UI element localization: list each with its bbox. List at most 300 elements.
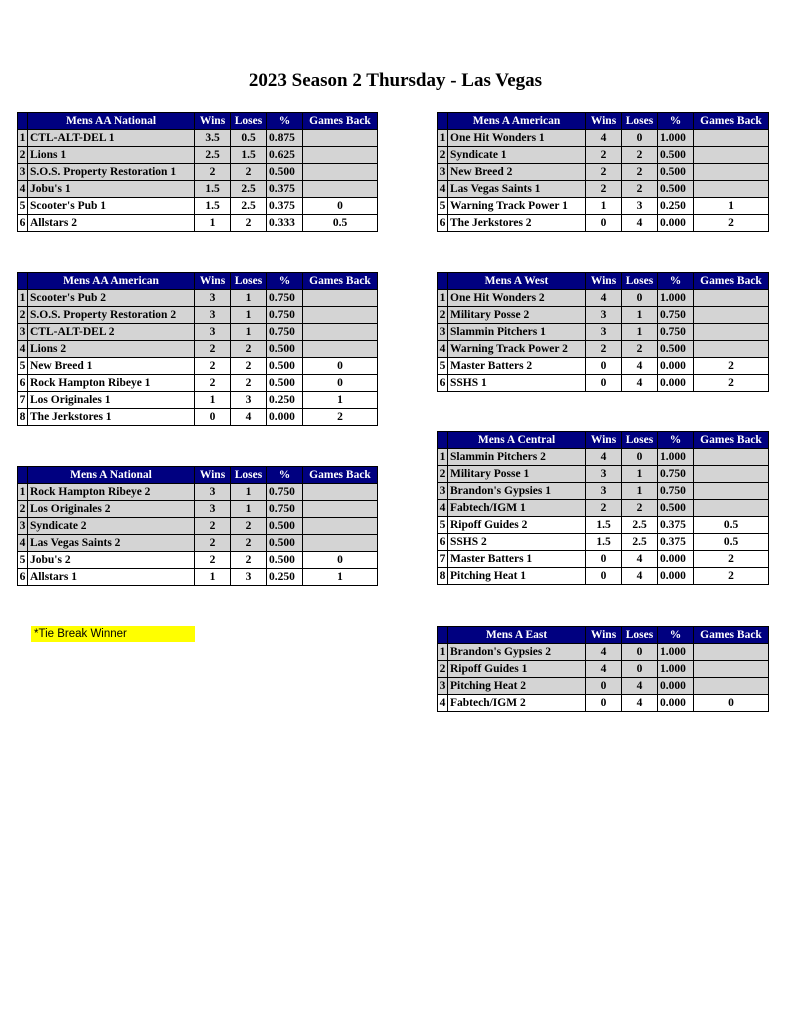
team-name: Jobu's 1 <box>28 181 195 198</box>
table-row <box>438 307 769 324</box>
games-back-cell: 0.5 <box>694 534 769 551</box>
games-back-cell <box>694 644 769 661</box>
team-name: Ripoff Guides 2 <box>448 517 586 534</box>
wins-cell: 1.5 <box>586 534 622 551</box>
rank-cell: 5 <box>438 358 448 375</box>
pct-cell: 0.000 <box>658 551 694 568</box>
wins-cell: 0 <box>586 695 622 712</box>
table-row <box>438 449 769 466</box>
games-back-header: Games Back <box>303 273 378 290</box>
loses-cell: 2 <box>231 375 267 392</box>
loses-header: Loses <box>231 113 267 130</box>
standings-table-mens-aa-national <box>17 112 378 232</box>
team-name: Los Originales 1 <box>28 392 195 409</box>
loses-cell: 2.5 <box>231 181 267 198</box>
loses-cell: 1 <box>622 307 658 324</box>
team-name: Scooter's Pub 1 <box>28 198 195 215</box>
loses-cell: 2.5 <box>231 198 267 215</box>
pct-cell: 0.333 <box>267 215 303 232</box>
pct-cell: 1.000 <box>658 661 694 678</box>
table-header-row <box>438 627 769 644</box>
wins-cell: 2 <box>586 147 622 164</box>
pct-cell: 0.250 <box>658 198 694 215</box>
loses-cell: 2 <box>231 535 267 552</box>
rank-cell: 2 <box>18 307 28 324</box>
team-name: Brandon's Gypsies 2 <box>448 644 586 661</box>
rank-cell: 4 <box>438 695 448 712</box>
table-row <box>18 484 378 501</box>
rank-cell: 3 <box>438 164 448 181</box>
wins-header: Wins <box>195 113 231 130</box>
table-row <box>438 517 769 534</box>
wins-cell: 2 <box>195 164 231 181</box>
loses-cell: 0 <box>622 661 658 678</box>
wins-cell: 2 <box>195 358 231 375</box>
pct-cell: 1.000 <box>658 130 694 147</box>
loses-cell: 2 <box>622 181 658 198</box>
wins-header: Wins <box>195 273 231 290</box>
team-name: One Hit Wonders 1 <box>448 130 586 147</box>
wins-cell: 0 <box>586 215 622 232</box>
pct-cell: 0.000 <box>658 568 694 585</box>
team-name: Rock Hampton Ribeye 1 <box>28 375 195 392</box>
games-back-cell: 2 <box>694 375 769 392</box>
team-name: Pitching Heat 1 <box>448 568 586 585</box>
wins-cell: 2 <box>195 535 231 552</box>
games-back-header: Games Back <box>694 627 769 644</box>
pct-cell: 0.750 <box>267 290 303 307</box>
loses-cell: 3 <box>231 569 267 586</box>
wins-header: Wins <box>586 273 622 290</box>
table-row <box>438 661 769 678</box>
header-corner-cell <box>438 627 448 644</box>
games-back-cell <box>303 181 378 198</box>
pct-cell: 0.375 <box>267 181 303 198</box>
pct-cell: 0.000 <box>658 678 694 695</box>
pct-cell: 0.750 <box>267 307 303 324</box>
loses-cell: 1 <box>231 290 267 307</box>
loses-cell: 3 <box>231 392 267 409</box>
team-name: Las Vegas Saints 2 <box>28 535 195 552</box>
games-back-cell: 0.5 <box>694 517 769 534</box>
table-row <box>18 535 378 552</box>
pct-cell: 0.375 <box>658 534 694 551</box>
team-name: The Jerkstores 1 <box>28 409 195 426</box>
team-name: Slammin Pitchers 2 <box>448 449 586 466</box>
games-back-cell: 1 <box>303 392 378 409</box>
rank-cell: 6 <box>18 215 28 232</box>
pct-cell: 0.250 <box>267 569 303 586</box>
rank-cell: 1 <box>18 484 28 501</box>
pct-cell: 0.500 <box>267 518 303 535</box>
team-name: Lions 1 <box>28 147 195 164</box>
table-row <box>438 341 769 358</box>
header-corner-cell <box>438 113 448 130</box>
rank-cell: 4 <box>18 341 28 358</box>
games-back-cell: 2 <box>303 409 378 426</box>
wins-cell: 1 <box>195 215 231 232</box>
loses-cell: 2 <box>231 164 267 181</box>
table-row <box>18 569 378 586</box>
pct-cell: 0.375 <box>267 198 303 215</box>
pct-cell: 0.000 <box>658 358 694 375</box>
pct-cell: 0.750 <box>267 324 303 341</box>
loses-header: Loses <box>231 467 267 484</box>
rank-cell: 3 <box>18 324 28 341</box>
team-name: CTL-ALT-DEL 1 <box>28 130 195 147</box>
rank-cell: 3 <box>18 518 28 535</box>
loses-cell: 0 <box>622 130 658 147</box>
rank-cell: 2 <box>438 147 448 164</box>
rank-cell: 1 <box>438 449 448 466</box>
wins-cell: 4 <box>586 449 622 466</box>
team-name: Pitching Heat 2 <box>448 678 586 695</box>
table-row <box>18 409 378 426</box>
team-name: Fabtech/IGM 2 <box>448 695 586 712</box>
table-row <box>438 147 769 164</box>
pct-cell: 0.000 <box>658 695 694 712</box>
loses-cell: 1 <box>231 324 267 341</box>
pct-cell: 0.500 <box>658 164 694 181</box>
pct-cell: 0.250 <box>267 392 303 409</box>
wins-cell: 3 <box>586 466 622 483</box>
team-name: Las Vegas Saints 1 <box>448 181 586 198</box>
rank-cell: 2 <box>18 501 28 518</box>
pct-cell: 0.500 <box>658 500 694 517</box>
wins-cell: 3 <box>586 307 622 324</box>
rank-cell: 3 <box>438 324 448 341</box>
loses-cell: 0.5 <box>231 130 267 147</box>
team-name: Allstars 1 <box>28 569 195 586</box>
team-name: New Breed 1 <box>28 358 195 375</box>
rank-cell: 6 <box>18 569 28 586</box>
loses-cell: 4 <box>622 695 658 712</box>
wins-header: Wins <box>195 467 231 484</box>
loses-cell: 4 <box>622 678 658 695</box>
rank-cell: 2 <box>438 307 448 324</box>
team-name: Warning Track Power 2 <box>448 341 586 358</box>
loses-cell: 4 <box>622 568 658 585</box>
team-name: S.O.S. Property Restoration 2 <box>28 307 195 324</box>
wins-cell: 3 <box>195 307 231 324</box>
table-row <box>438 500 769 517</box>
rank-cell: 1 <box>438 644 448 661</box>
loses-header: Loses <box>622 627 658 644</box>
table-row <box>438 198 769 215</box>
table-row <box>18 518 378 535</box>
table-header-row <box>18 467 378 484</box>
games-back-cell: 0 <box>303 358 378 375</box>
games-back-cell <box>694 466 769 483</box>
team-name: New Breed 2 <box>448 164 586 181</box>
rank-cell: 5 <box>18 358 28 375</box>
table-header-row <box>18 273 378 290</box>
loses-cell: 2 <box>622 147 658 164</box>
games-back-cell <box>694 307 769 324</box>
pct-cell: 0.000 <box>658 215 694 232</box>
games-back-cell <box>303 307 378 324</box>
table-row <box>18 290 378 307</box>
games-back-cell: 0 <box>303 375 378 392</box>
games-back-cell: 2 <box>694 215 769 232</box>
games-back-cell: 2 <box>694 551 769 568</box>
rank-cell: 4 <box>438 181 448 198</box>
wins-cell: 1.5 <box>586 517 622 534</box>
table-row <box>438 695 769 712</box>
team-name: Allstars 2 <box>28 215 195 232</box>
table-row <box>18 181 378 198</box>
wins-cell: 3 <box>195 324 231 341</box>
loses-cell: 1 <box>622 324 658 341</box>
loses-cell: 0 <box>622 644 658 661</box>
table-row <box>438 551 769 568</box>
loses-cell: 1 <box>231 484 267 501</box>
table-row <box>438 375 769 392</box>
loses-cell: 2 <box>231 215 267 232</box>
wins-cell: 2 <box>586 341 622 358</box>
games-back-cell <box>303 341 378 358</box>
table-row <box>438 534 769 551</box>
loses-cell: 1.5 <box>231 147 267 164</box>
pct-cell: 0.000 <box>267 409 303 426</box>
team-name: Brandon's Gypsies 1 <box>448 483 586 500</box>
rank-cell: 3 <box>18 164 28 181</box>
standings-table-mens-a-west <box>437 272 769 392</box>
rank-cell: 1 <box>18 130 28 147</box>
table-row <box>438 483 769 500</box>
pct-cell: 0.500 <box>658 181 694 198</box>
games-back-cell: 0.5 <box>303 215 378 232</box>
wins-cell: 1.5 <box>195 181 231 198</box>
pct-cell: 0.750 <box>267 484 303 501</box>
standings-table-mens-a-national <box>17 466 378 586</box>
loses-cell: 1 <box>231 501 267 518</box>
team-name: Lions 2 <box>28 341 195 358</box>
rank-cell: 4 <box>438 341 448 358</box>
table-row <box>438 358 769 375</box>
games-back-cell <box>694 130 769 147</box>
loses-cell: 0 <box>622 290 658 307</box>
wins-cell: 2 <box>195 341 231 358</box>
games-back-cell: 2 <box>694 568 769 585</box>
table-row <box>438 568 769 585</box>
table-row <box>18 501 378 518</box>
pct-header: % <box>267 467 303 484</box>
division-name: Mens A West <box>448 273 586 290</box>
loses-cell: 4 <box>231 409 267 426</box>
rank-cell: 2 <box>438 661 448 678</box>
header-corner-cell <box>18 113 28 130</box>
rank-cell: 4 <box>438 500 448 517</box>
wins-cell: 3 <box>195 484 231 501</box>
games-back-cell <box>303 130 378 147</box>
pct-cell: 0.500 <box>267 358 303 375</box>
games-back-cell <box>303 147 378 164</box>
loses-header: Loses <box>231 273 267 290</box>
team-name: Military Posse 2 <box>448 307 586 324</box>
pct-header: % <box>658 432 694 449</box>
rank-cell: 6 <box>18 375 28 392</box>
games-back-cell: 0 <box>303 198 378 215</box>
page-title: 2023 Season 2 Thursday - Las Vegas <box>248 70 543 91</box>
table-row <box>18 130 378 147</box>
loses-cell: 1 <box>622 483 658 500</box>
table-header-row <box>438 113 769 130</box>
table-row <box>18 341 378 358</box>
wins-cell: 3 <box>586 483 622 500</box>
team-name: CTL-ALT-DEL 2 <box>28 324 195 341</box>
team-name: Fabtech/IGM 1 <box>448 500 586 517</box>
games-back-header: Games Back <box>694 273 769 290</box>
pct-cell: 0.500 <box>267 375 303 392</box>
loses-cell: 2 <box>231 518 267 535</box>
wins-cell: 4 <box>586 644 622 661</box>
pct-header: % <box>658 273 694 290</box>
loses-cell: 4 <box>622 551 658 568</box>
wins-cell: 4 <box>586 130 622 147</box>
division-name: Mens AA National <box>28 113 195 130</box>
pct-cell: 0.375 <box>658 517 694 534</box>
wins-cell: 0 <box>586 358 622 375</box>
pct-cell: 0.500 <box>267 535 303 552</box>
tie-break-note: *Tie Break Winner <box>31 626 195 642</box>
team-name: Jobu's 2 <box>28 552 195 569</box>
loses-cell: 2.5 <box>622 517 658 534</box>
loses-header: Loses <box>622 113 658 130</box>
table-row <box>438 644 769 661</box>
wins-cell: 3 <box>586 324 622 341</box>
table-row <box>438 215 769 232</box>
wins-cell: 2 <box>586 164 622 181</box>
table-header-row <box>438 432 769 449</box>
rank-cell: 5 <box>18 552 28 569</box>
rank-cell: 6 <box>438 534 448 551</box>
games-back-header: Games Back <box>694 432 769 449</box>
games-back-cell <box>694 661 769 678</box>
table-row <box>438 678 769 695</box>
wins-header: Wins <box>586 627 622 644</box>
loses-cell: 4 <box>622 215 658 232</box>
games-back-cell <box>694 500 769 517</box>
games-back-cell <box>303 164 378 181</box>
team-name: Master Batters 2 <box>448 358 586 375</box>
wins-cell: 0 <box>586 551 622 568</box>
pct-cell: 0.500 <box>658 341 694 358</box>
table-row <box>18 375 378 392</box>
division-name: Mens A Central <box>448 432 586 449</box>
table-header-row <box>438 273 769 290</box>
team-name: Ripoff Guides 1 <box>448 661 586 678</box>
wins-cell: 4 <box>586 290 622 307</box>
games-back-header: Games Back <box>694 113 769 130</box>
standings-table-mens-a-central <box>437 431 769 585</box>
table-header-row <box>18 113 378 130</box>
wins-cell: 1 <box>195 392 231 409</box>
loses-cell: 2 <box>622 341 658 358</box>
loses-cell: 4 <box>622 358 658 375</box>
rank-cell: 5 <box>438 198 448 215</box>
wins-cell: 2 <box>586 500 622 517</box>
games-back-header: Games Back <box>303 113 378 130</box>
pct-header: % <box>267 273 303 290</box>
rank-cell: 6 <box>438 375 448 392</box>
games-back-cell <box>303 501 378 518</box>
wins-cell: 2 <box>195 518 231 535</box>
pct-cell: 1.000 <box>658 449 694 466</box>
games-back-cell <box>303 484 378 501</box>
pct-cell: 0.750 <box>658 483 694 500</box>
table-row <box>438 130 769 147</box>
table-row <box>18 307 378 324</box>
pct-cell: 0.500 <box>267 552 303 569</box>
wins-header: Wins <box>586 432 622 449</box>
pct-cell: 0.750 <box>658 324 694 341</box>
games-back-cell <box>694 324 769 341</box>
rank-cell: 4 <box>18 181 28 198</box>
wins-cell: 0 <box>195 409 231 426</box>
rank-cell: 5 <box>438 517 448 534</box>
rank-cell: 1 <box>18 290 28 307</box>
rank-cell: 5 <box>18 198 28 215</box>
team-name: One Hit Wonders 2 <box>448 290 586 307</box>
loses-cell: 4 <box>622 375 658 392</box>
wins-cell: 0 <box>586 678 622 695</box>
team-name: Scooter's Pub 2 <box>28 290 195 307</box>
team-name: Los Originales 2 <box>28 501 195 518</box>
games-back-cell <box>694 341 769 358</box>
games-back-cell <box>303 290 378 307</box>
table-row <box>18 164 378 181</box>
pct-header: % <box>658 627 694 644</box>
pct-header: % <box>267 113 303 130</box>
games-back-cell <box>694 147 769 164</box>
rank-cell: 4 <box>18 535 28 552</box>
wins-cell: 0 <box>586 375 622 392</box>
table-row <box>18 392 378 409</box>
team-name: Syndicate 1 <box>448 147 586 164</box>
header-corner-cell <box>438 432 448 449</box>
loses-cell: 1 <box>231 307 267 324</box>
games-back-cell: 0 <box>303 552 378 569</box>
team-name: Master Batters 1 <box>448 551 586 568</box>
wins-cell: 1 <box>586 198 622 215</box>
rank-cell: 6 <box>438 215 448 232</box>
pct-cell: 1.000 <box>658 644 694 661</box>
pct-cell: 0.500 <box>658 147 694 164</box>
table-row <box>18 215 378 232</box>
games-back-cell <box>694 290 769 307</box>
rank-cell: 2 <box>438 466 448 483</box>
wins-cell: 3 <box>195 290 231 307</box>
table-row <box>18 198 378 215</box>
games-back-cell: 1 <box>694 198 769 215</box>
table-row <box>438 164 769 181</box>
header-corner-cell <box>18 273 28 290</box>
rank-cell: 8 <box>438 568 448 585</box>
pct-cell: 0.875 <box>267 130 303 147</box>
wins-cell: 1.5 <box>195 198 231 215</box>
loses-cell: 0 <box>622 449 658 466</box>
table-row <box>438 466 769 483</box>
wins-cell: 2 <box>586 181 622 198</box>
team-name: Slammin Pitchers 1 <box>448 324 586 341</box>
wins-cell: 3.5 <box>195 130 231 147</box>
division-name: Mens AA American <box>28 273 195 290</box>
loses-header: Loses <box>622 432 658 449</box>
loses-cell: 2.5 <box>622 534 658 551</box>
loses-cell: 2 <box>231 341 267 358</box>
table-row <box>18 324 378 341</box>
